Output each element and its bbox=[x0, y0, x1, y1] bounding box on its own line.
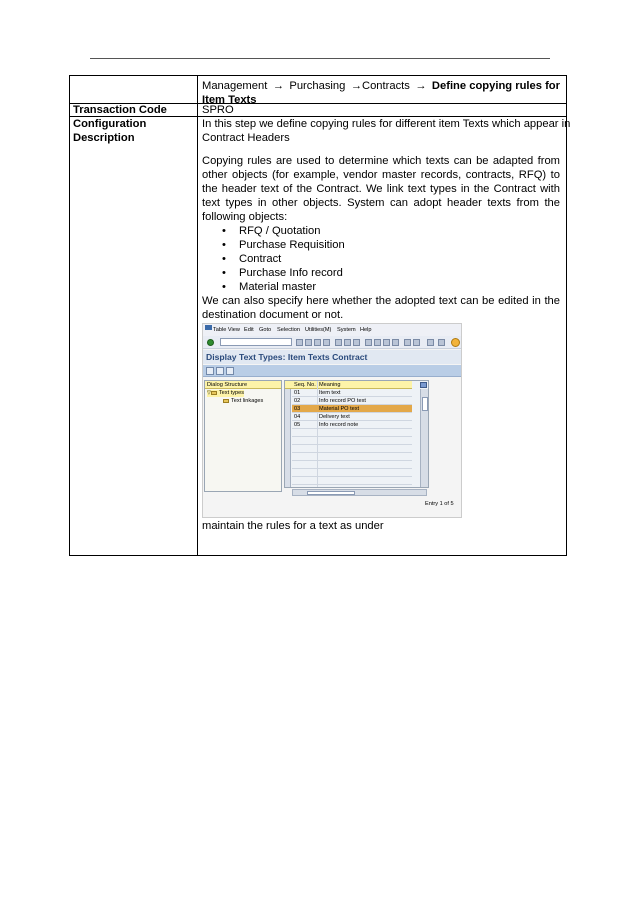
table-row[interactable] bbox=[292, 397, 412, 405]
list-item: • RFQ / Quotation bbox=[202, 224, 560, 238]
path-step-purchasing: Purchasing bbox=[289, 80, 346, 92]
table-header bbox=[285, 381, 412, 389]
list-item: • Purchase Requisition bbox=[202, 238, 560, 252]
page-top-rule bbox=[90, 58, 550, 59]
open-folder-icon bbox=[211, 391, 217, 395]
exit-icon[interactable] bbox=[314, 339, 321, 346]
path-step-item-texts: Item Texts bbox=[202, 94, 257, 106]
previous-page-icon[interactable] bbox=[374, 339, 381, 346]
paragraph-line: We can also specify here whether the adopted text can be edited in the bbox=[202, 295, 560, 307]
meaning-cell: Info record note bbox=[319, 422, 359, 428]
print-icon[interactable] bbox=[335, 339, 342, 346]
table-row-empty[interactable] bbox=[292, 461, 412, 469]
column-divider bbox=[197, 76, 198, 555]
help-icon[interactable] bbox=[451, 338, 460, 347]
change-display-icon[interactable] bbox=[206, 367, 214, 375]
table-row[interactable] bbox=[292, 413, 412, 421]
last-page-icon[interactable] bbox=[392, 339, 399, 346]
dialog-structure-tree bbox=[204, 380, 282, 492]
column-header-meaning[interactable]: Meaning bbox=[319, 382, 341, 388]
meaning-cell: Info record PO text bbox=[319, 398, 366, 404]
sap-screenshot bbox=[202, 323, 462, 518]
meaning-cell: Material PO text bbox=[319, 406, 360, 412]
intro-line: In this step we define copying rules for different item Texts which appear in bbox=[202, 118, 571, 130]
new-session-icon[interactable] bbox=[404, 339, 411, 346]
column-header-seq-no[interactable]: Seq. No. bbox=[294, 382, 316, 388]
tree-node-text-types[interactable]: ▽ Text types bbox=[207, 390, 245, 396]
paragraph-line: the header text of the Contract. We link text types in the Contract with bbox=[202, 183, 560, 195]
first-page-icon[interactable] bbox=[365, 339, 372, 346]
sap-window-icon bbox=[205, 325, 212, 330]
text-types-table bbox=[284, 380, 429, 488]
menu-help[interactable]: Help bbox=[360, 327, 372, 333]
meaning-cell: Delivery text bbox=[319, 414, 350, 420]
source-objects-list bbox=[202, 224, 560, 294]
arrow-right-icon: → bbox=[415, 80, 427, 92]
next-page-icon[interactable] bbox=[383, 339, 390, 346]
table-row-empty[interactable] bbox=[292, 437, 412, 445]
transaction-code-label: Transaction Code bbox=[73, 104, 167, 116]
menu-selection[interactable]: Selection bbox=[277, 327, 301, 333]
intro-line: Contract Headers bbox=[202, 132, 290, 144]
transaction-code-value: SPRO bbox=[202, 104, 234, 116]
path-step-management: Management bbox=[202, 80, 268, 92]
back-icon[interactable] bbox=[305, 339, 312, 346]
table-row[interactable] bbox=[292, 389, 412, 397]
folder-icon bbox=[223, 399, 229, 403]
scroll-thumb[interactable] bbox=[307, 491, 355, 495]
tree-header: Dialog Structure bbox=[205, 381, 281, 389]
table-settings-icon[interactable] bbox=[420, 382, 427, 388]
arrow-right-icon: → bbox=[272, 80, 284, 92]
paragraph-line: text types in other objects. System can adopt header texts from the bbox=[202, 197, 560, 209]
seq-cell: 04 bbox=[294, 414, 301, 420]
table-row-empty[interactable] bbox=[292, 453, 412, 461]
vertical-scrollbar[interactable] bbox=[420, 389, 428, 487]
table-row-selected[interactable] bbox=[292, 405, 412, 413]
seq-cell: 02 bbox=[294, 398, 301, 404]
expand-icon[interactable]: ▽ bbox=[207, 390, 211, 396]
command-field[interactable] bbox=[220, 338, 292, 346]
select-all-icon[interactable] bbox=[216, 367, 224, 375]
find-next-icon[interactable] bbox=[353, 339, 360, 346]
closing-text: maintain the rules for a text as under bbox=[202, 520, 384, 532]
layout-icon[interactable] bbox=[427, 339, 434, 346]
paragraph-line: Copying rules are used to determine which texts can be adapted from bbox=[202, 155, 560, 167]
shortcut-icon[interactable] bbox=[413, 339, 420, 346]
seq-cell: 05 bbox=[294, 422, 301, 428]
configuration-label-line1: Configuration bbox=[73, 118, 147, 130]
horizontal-scrollbar[interactable] bbox=[292, 489, 427, 496]
sap-system-toolbar bbox=[203, 336, 461, 349]
table-row-empty[interactable] bbox=[292, 445, 412, 453]
menu-table-view[interactable]: Table View bbox=[213, 327, 240, 333]
list-item: • Material master bbox=[202, 280, 560, 294]
customize-icon[interactable] bbox=[438, 339, 445, 346]
configuration-label bbox=[73, 117, 146, 145]
configuration-label-line2: Description bbox=[73, 132, 135, 144]
menu-system[interactable]: System bbox=[337, 327, 356, 333]
seq-cell: 03 bbox=[294, 406, 301, 412]
deselect-all-icon[interactable] bbox=[226, 367, 234, 375]
edit-note-paragraph bbox=[202, 294, 560, 322]
table-row-empty[interactable] bbox=[292, 469, 412, 477]
seq-cell: 01 bbox=[294, 390, 301, 396]
entry-counter: Entry 1 of 5 bbox=[425, 501, 454, 507]
scroll-thumb[interactable] bbox=[422, 397, 428, 411]
row-selector-column[interactable] bbox=[285, 381, 291, 487]
tree-node-text-linkages[interactable]: Text linkages bbox=[223, 398, 263, 405]
arrow-right-icon: → bbox=[350, 80, 362, 92]
table-row[interactable] bbox=[292, 421, 412, 429]
enter-icon[interactable] bbox=[207, 339, 214, 346]
paragraph-line: following objects: bbox=[202, 211, 288, 223]
list-item: • Contract bbox=[202, 252, 560, 266]
meaning-cell: Item text bbox=[319, 390, 341, 396]
copying-rules-paragraph bbox=[202, 154, 560, 224]
sap-title-bar bbox=[203, 350, 461, 364]
path-step-contracts: Contracts bbox=[361, 80, 410, 92]
find-icon[interactable] bbox=[344, 339, 351, 346]
sap-application-toolbar bbox=[203, 365, 461, 377]
screen-title: Display Text Types: Item Texts Contract bbox=[206, 352, 368, 362]
cancel-icon[interactable] bbox=[323, 339, 330, 346]
table-row-empty[interactable] bbox=[292, 477, 412, 485]
sap-menu-bar bbox=[203, 324, 461, 336]
list-item: • Purchase Info record bbox=[202, 266, 560, 280]
menu-edit[interactable]: Edit bbox=[244, 327, 254, 333]
save-icon[interactable] bbox=[296, 339, 303, 346]
table-row-empty[interactable] bbox=[292, 429, 412, 437]
configuration-intro bbox=[202, 117, 571, 145]
path-step-define-copying-rules: Define copying rules for bbox=[431, 80, 560, 92]
menu-utilities[interactable]: Utilities(M) bbox=[305, 327, 332, 333]
paragraph-line: other objects (for example, vendor master records, contracts, RFQ) to bbox=[202, 169, 560, 181]
menu-goto[interactable]: Goto bbox=[259, 327, 272, 333]
paragraph-line: destination document or not. bbox=[202, 309, 344, 321]
